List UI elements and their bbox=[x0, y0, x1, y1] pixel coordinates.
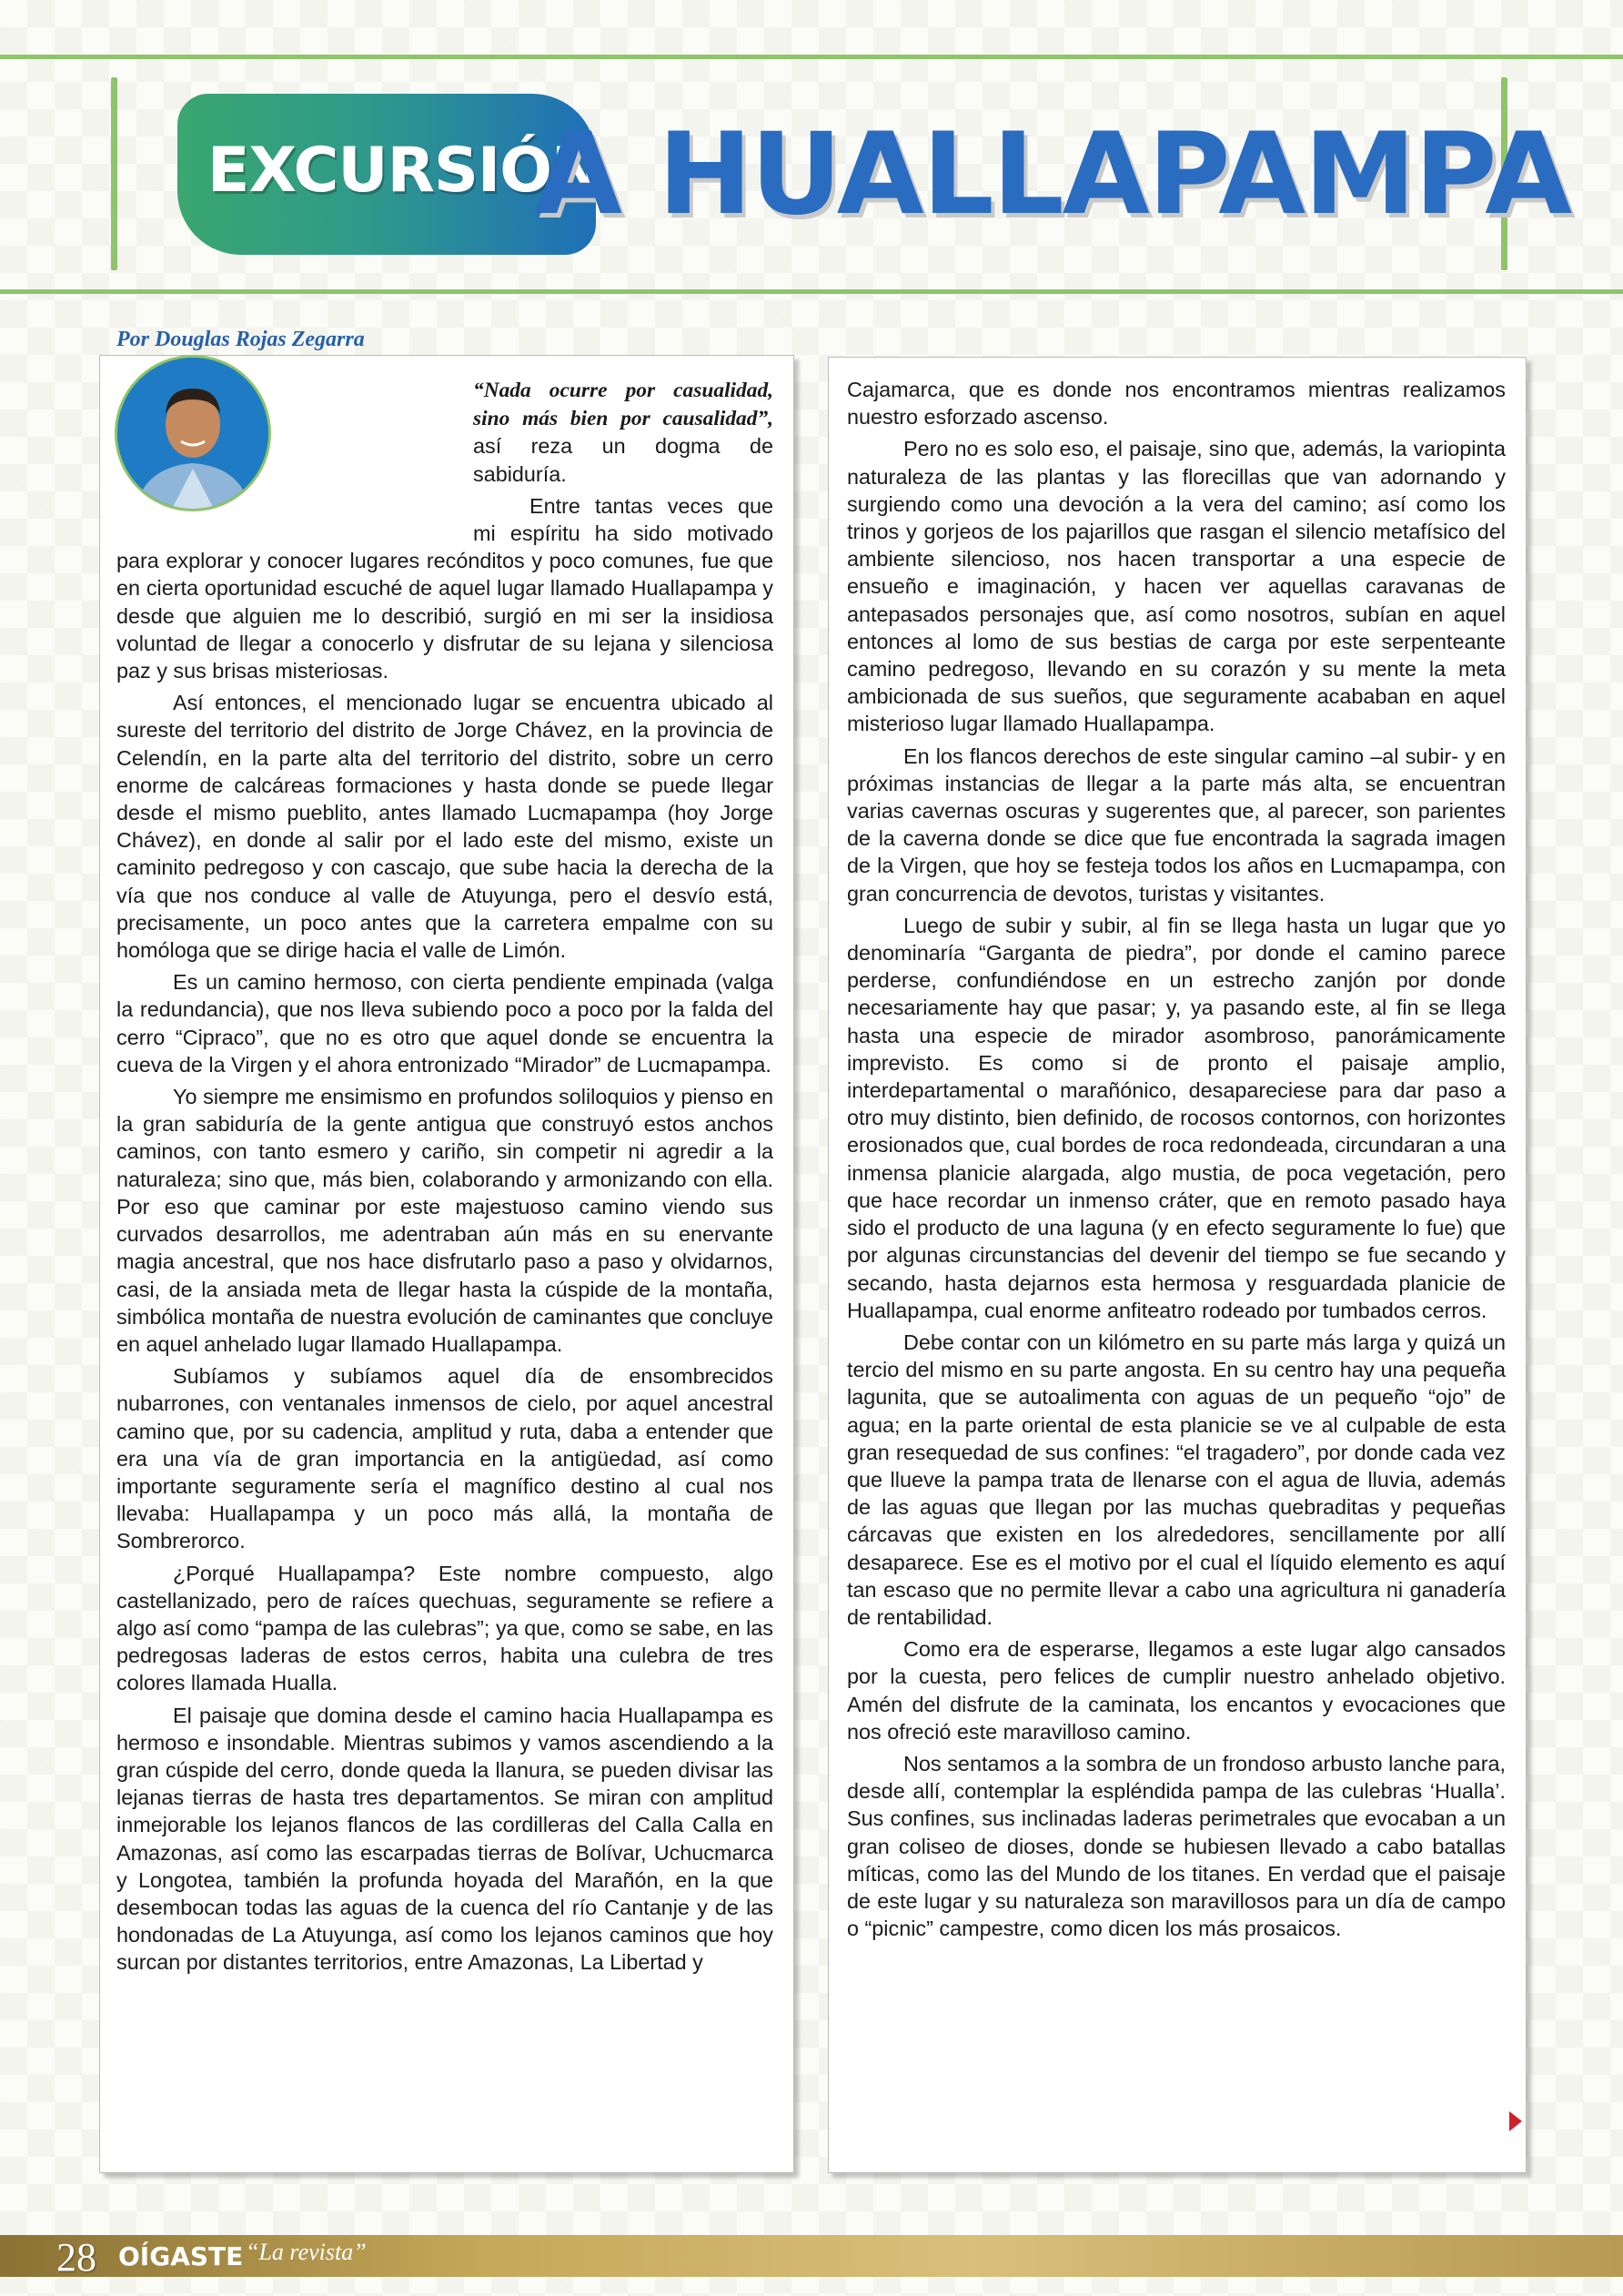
paragraph: Como era de esperarse, llegamos a este lugar algo cansados por la cuesta, pero felices de cumplir nuestro anhelado objetivo. Amén del disfrute de la caminata, los encantos y evocaciones que nos ofreció este maravilloso camino. bbox=[847, 1637, 1506, 1744]
byline: Por Douglas Rojas Zegarra bbox=[116, 328, 365, 351]
header-rule-bottom bbox=[0, 289, 1623, 294]
paragraph: Cajamarca, que es donde nos encontramos mientras realizamos nuestro esforzado ascenso. bbox=[847, 378, 1506, 430]
title-main: A HUALLAPAMPA bbox=[535, 109, 1571, 240]
paragraph: Así entonces, el mencionado lugar se encuentra ubicado al sureste del territorio del distrito de Jorge Chávez, en la provincia de Celendín, en la parte alta del territorio del distrito, sobre un cerro enorme de calcáreas formaciones y hasta donde se puede llegar desde el mismo pueblito, antes llamado Lucmapampa (hoy Jorge Chávez), en donde al salir por el lado este del mismo, existe un caminito pedregoso y con cascajo, que sube hacia la derecha de la vía que nos conduce al valle de Atuyunga, pero el desvío está, precisamente, un poco antes que la carretera empalme con su homóloga que se dirige hacia el valle de Limón. bbox=[116, 691, 773, 963]
footer-band bbox=[0, 2235, 1623, 2277]
header-rule-top bbox=[0, 55, 1623, 59]
paragraph: Subíamos y subíamos aquel día de ensombrecidos nubarrones, con ventanales inmensos de cielo, por aquel ancestral camino que, por su cadencia, amplitud y ruta, daba a entender que era una vía de gran importancia en la antigüedad, así como importante seguramente sería el magnífico destino al cual nos llevaba: Huallapampa y un poco más allá, la montaña de Sombrerorco. bbox=[116, 1364, 773, 1553]
paragraph: Yo siempre me ensimismo en profundos soliloquios y pienso en la gran sabiduría de la gente antigua que construyó estos anchos caminos, con tanto esmero y cariño, sin competir ni agredir a la naturaleza; sino que, más bien, colaborando y armonizando con ella. Por eso que caminar por este majestuoso camino viendo sus curvados desarrollos, me adentraban aún más en su enervante magia ancestral, que nos hace disfrutarlo paso a paso y olvidarnos, casi, de la ansiada meta de llegar hasta la cúspide de la montaña, simbólica montaña de nuestra evolución de caminantes que concluye en aquel anhelado lugar llamado Huallapampa. bbox=[116, 1085, 773, 1356]
paragraph: Es un camino hermoso, con cierta pendiente empinada (valga la redundancia), que nos lleva subiendo poco a poco por la falda del cerro “Cipraco”, que no es otro que aquel donde se encuentra la cueva de la Virgen y el ahora entronizado “Mirador” de Lucmapampa. bbox=[116, 970, 773, 1077]
paragraph: En los flancos derechos de este singular camino –al subir- y en próximas instancias de llegar a la parte más alta, se encuentran varias cavernas oscuras y sugerentes que, al parecer, son parientes de la caverna donde se dice que fue encontrada la sagrada imagen de la Virgen, que hoy se festeja todos los años en Lucmapampa, con gran concurrencia de devotos, turistas y visitantes. bbox=[847, 743, 1506, 905]
paragraph: ¿Porqué Huallapampa? Este nombre compuesto, algo castellanizado, pero de raíces quechuas, seguramente se refiere a algo así como “pampa de las culebras”; ya que, como se sabe, en las pedregosas laderas de estos cerros, habita una culebra de tres colores llamada Hualla. bbox=[116, 1561, 773, 1695]
page-number: 28 bbox=[56, 2235, 96, 2280]
title-excursion: EXCURSIÓN bbox=[207, 135, 602, 207]
paragraph: El paisaje que domina desde el camino hacia Huallapampa es hermoso e insondable. Mientras subimos y vamos ascendiendo a la gran cúspide del cerro, donde queda la llanura, se pueden divisar las lejanas tierras de hasta tres departamentos. Se miran con amplitud inmejorable los lejanos flancos de las cordilleras del Calla Calla en Amazonas, así como las escarpadas tierras de Bolívar, Uchucmarca y Longotea, también la profunda hoyada del Marañón, en la que desembocan todas las aguas de la cuenca del río Cantanje y de las hondonadas de La Atuyunga, así como los lejanos caminos que hoy surcan por distantes territorios, entre Amazonas, La Libertad y bbox=[116, 1703, 773, 1975]
paragraph: Pero no es solo eso, el paisaje, sino que, además, la variopinta naturaleza de las plantas y las florecillas que van adornando y surgiendo como una devoción a la vera del camino; así como los trinos y gorjeos de los pajarillos que rasgan el silencio metafísico del ambiente silencioso, nos hacen transportar a una especie de ensueño e imaginación, y hacen ver aquellas caravanas de antepasados personajes que, así como nosotros, subían en aquel entonces al lomo de sus bestias de carga por este serpenteante camino pedregoso, llevando en su corazón y su mente la meta ambicionada de sus sueños, que seguramente acababan en aquel misterioso lugar llamado Huallapampa. bbox=[847, 437, 1506, 736]
column-left-text bbox=[116, 376, 773, 1981]
paragraph: Nos sentamos a la sombra de un frondoso arbusto lanche para, desde allí, contemplar la espléndida pampa de las culebras ‘Hualla’. Sus confines, sus inclinadas laderas perimetrales que evocaban a un gran coliseo de dioses, donde se hubiesen llevado a cabo batallas míticas, como las del Mundo de los titanes. En verdad que el paisaje de este lugar y su naturaleza son maravillosos para un día de campo o “picnic” campestre, como dicen los más prosaicos. bbox=[847, 1751, 1506, 1941]
author-photo bbox=[115, 355, 271, 511]
column-right-text bbox=[847, 376, 1506, 1947]
column-left bbox=[99, 355, 794, 2173]
column-right bbox=[828, 357, 1527, 2173]
lead-quote: “Nada ocurre por casualidad, sino más bien por causalidad”, bbox=[473, 379, 773, 431]
continue-arrow-icon bbox=[1509, 2111, 1522, 2131]
footer-brand: OÍGASTE bbox=[118, 2241, 244, 2271]
paragraph: Luego de subir y subir, al fin se llega hasta un lugar que yo denominaría “Garganta de piedra”, por donde el camino parece perderse, confundiéndose en un estrecho zanjón por donde necesariamente hay que pasar; y, ya pasando este, al fin se llega hasta una especie de mirador asombroso, panorámicamente imprevisto. Es como si de pronto el paisaje amplio, interdepartamental o marañónico, desapareciese para dar paso a otro muy distinto, bien definido, de rocosos contornos, con horizontes erosionados que, cual bordes de roca redondeada, circundaran a una inmensa planicie alargada, algo mustia, de poca vegetación, pero que hace recordar un inmenso cráter, que en remoto pasado haya sido el producto de una laguna (y en efecto seguramente lo fue) que por algunas circunstancias del devenir del tiempo se fue secando y secando, hasta dejarnos esta hermosa y resguardada planicie de Huallapampa, cual enorme anfiteatro rodeado por tumbados cerros. bbox=[847, 913, 1506, 1322]
footer-tagline: “La revista” bbox=[246, 2239, 367, 2265]
paragraph: Entre tantas veces que mi espíritu ha sido motivado para explorar y conocer lugares recónditos y poco comunes, fue que en cierta oportunidad escuché de aquel lugar llamado Huallapampa y desde que alguien me lo describió, surgió en mi ser la insidiosa voluntad de llegar a conocerlo y disfrutar de su lejana y silenciosa paz y sus brisas misteriosas. bbox=[116, 493, 773, 683]
lead-rest: así reza un dogma de sabiduría. bbox=[473, 434, 773, 486]
author-portrait-icon bbox=[117, 358, 268, 509]
header-vbar-left bbox=[111, 77, 117, 270]
paragraph: Debe contar con un kilómetro en su parte más larga y quizá un tercio del mismo en su parte angosta. En su centro hay una pequeña lagunita, que se autoalimenta con aguas de un pequeño “ojo” de agua; en la parte oriental de esta planicie se ve al culpable de esta gran resequedad de sus confines: “el tragadero”, por donde cada vez que llueve la pampa trata de llenarse con el agua de lluvia, además de las aguas que llegan por las muchas quebraditas y pequeñas cárcavas que existen en los alrededores, sencillamente por allí desaparece. Ese es el motivo por el cual el líquido elemento es aquí tan escaso que no permite llevar a cabo una agricultura ni ganadería de rentabilidad. bbox=[847, 1330, 1506, 1629]
